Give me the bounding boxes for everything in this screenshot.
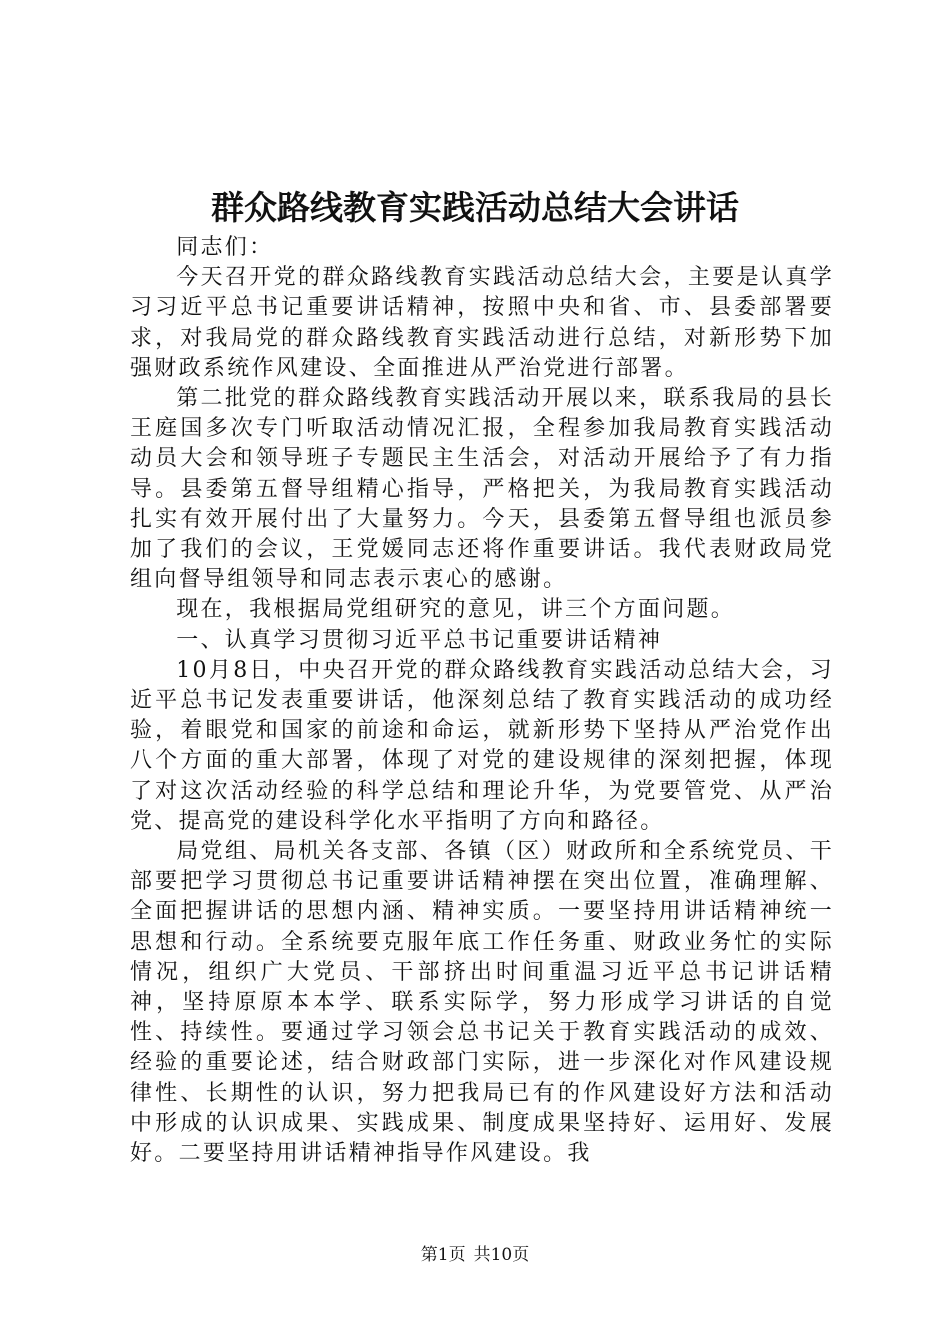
document-title: 群众路线教育实践活动总结大会讲话 [211, 188, 739, 227]
body-paragraph: 今天召开党的群众路线教育实践活动总结大会，主要是认真学习习近平总书记重要讲话精神，按照中央和省、市、县委部署要求，对我局党的群众路线教育实践活动进行总结，对新形势下加强财政系统作风建设、全面推进从严治党进行部署。 [130, 265, 834, 381]
body-paragraph: 局党组、局机关各支部、各镇（区）财政所和全系统党员、干部要把学习贯彻总书记重要讲话精神摆在突出位置，准确理解、全面把握讲话的思想内涵、精神实质。一要坚持用讲话精神统一思想和行动。全系统要克服年底工作任务重、财政业务忙的实际情况，组织广大党员、干部挤出时间重温习近平总书记讲话精神，坚持原原本本学、联系实际学，努力形成学习讲话的自觉性、持续性。要通过学习领会总书记关于教育实践活动的成效、经验的重要论述，结合财政部门实际，进一步深化对作风建设规律性、长期性的认识，努力把我局已有的作风建设好方法和活动中形成的认识成果、实践成果、制度成果坚持好、运用好、发展好。二要坚持用讲话精神指导作风建设。我 [130, 839, 834, 1167]
body-paragraph: 第二批党的群众路线教育实践活动开展以来，联系我局的县长王庭国多次专门听取活动情况汇报，全程参加我局教育实践活动动员大会和领导班子专题民主生活会，对活动开展给予了有力指导。县委第五督导组精心指导，严格把关，为我局教育实践活动扎实有效开展付出了大量努力。今天，县委第五督导组也派员参加了我们的会议，王党媛同志还将作重要讲话。我代表财政局党组向督导组领导和同志表示衷心的感谢。 [130, 386, 834, 593]
page-total: 共10页 [473, 1245, 530, 1265]
section-heading: 一、认真学习贯彻习近平总书记重要讲话精神 [176, 627, 663, 653]
salutation-paragraph: 同志们： [176, 235, 274, 260]
body-paragraph: 10月8日，中央召开党的群众路线教育实践活动总结大会，习近平总书记发表重要讲话，他深刻总结了教育实践活动的成功经验，着眼党和国家的前途和命运，就新形势下坚持从严治党作出八个方面的重大部署，体现了对党的建设规律的深刻把握，体现了对这次活动经验的科学总结和理论升华，为党要管党、从严治党、提高党的建设科学化水平指明了方向和路径。 [130, 657, 834, 834]
page-footer [0, 1243, 950, 1267]
page-number: 第1页 [420, 1245, 466, 1265]
body-paragraph: 现在，我根据局党组研究的意见，讲三个方面问题。 [176, 597, 736, 623]
document-body [130, 233, 834, 1169]
